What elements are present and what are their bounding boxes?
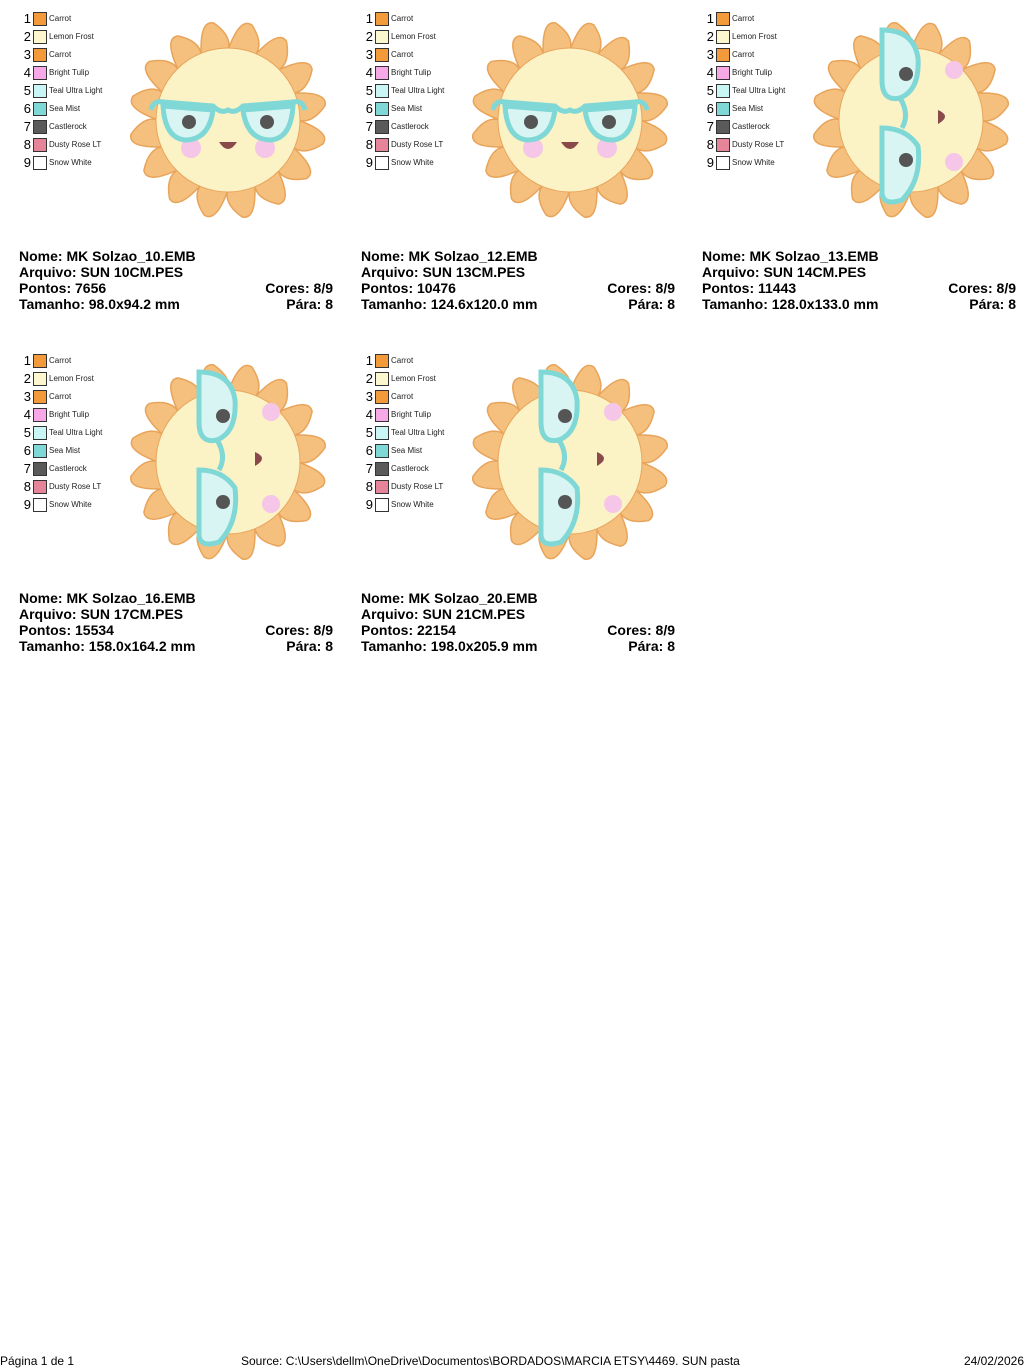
thread-name: Snow White <box>732 158 775 167</box>
design-name-value: MK Solzao_16.EMB <box>66 590 196 606</box>
thread-swatch <box>375 48 389 62</box>
thread-name: Bright Tulip <box>391 410 432 419</box>
design-card <box>361 0 675 312</box>
thread-name: Snow White <box>49 158 92 167</box>
upper-lens <box>541 372 577 441</box>
thread-swatch <box>33 30 47 44</box>
thread-swatch <box>33 462 47 476</box>
design-file-value: SUN 17CM.PES <box>80 606 184 622</box>
thread-swatch <box>33 426 47 440</box>
thread-number: 9 <box>23 497 31 512</box>
info-line <box>702 296 1016 312</box>
thread-name: Teal Ultra Light <box>391 428 445 437</box>
stop-count-label: Pára: <box>286 296 322 312</box>
color-count <box>607 280 675 296</box>
thread-number: 7 <box>706 119 714 134</box>
info-line <box>19 280 333 296</box>
lower-eye <box>216 495 230 509</box>
lower-cheek <box>262 495 280 513</box>
thread-name: Castlerock <box>732 122 770 131</box>
lower-cheek <box>604 495 622 513</box>
thread-number: 8 <box>23 479 31 494</box>
info-line <box>361 638 675 654</box>
thread-name: Carrot <box>49 392 72 401</box>
thread-name: Teal Ultra Light <box>49 86 103 95</box>
design-size <box>702 296 878 312</box>
design-name-value: MK Solzao_20.EMB <box>408 590 538 606</box>
color-count-label: Cores: <box>265 622 310 638</box>
sun-embroidery-preview <box>806 10 1016 230</box>
thread-number: 9 <box>365 497 373 512</box>
thread-number: 8 <box>706 137 714 152</box>
thread-number: 6 <box>23 443 31 458</box>
thread-number: 4 <box>365 407 373 422</box>
thread-number: 2 <box>706 29 714 44</box>
thread-swatch <box>375 444 389 458</box>
thread-name: Lemon Frost <box>49 32 94 41</box>
upper-lens <box>199 372 235 441</box>
stitch-count-label: Pontos: <box>361 280 414 296</box>
design-name <box>19 590 196 606</box>
thread-number: 8 <box>23 137 31 152</box>
thread-name: Carrot <box>391 392 414 401</box>
thread-swatch <box>375 66 389 80</box>
design-info <box>361 590 675 654</box>
thread-number: 7 <box>365 119 373 134</box>
thread-number: 5 <box>706 83 714 98</box>
design-name-value: MK Solzao_10.EMB <box>66 248 196 264</box>
design-info <box>19 590 333 654</box>
thread-name: Bright Tulip <box>391 68 432 77</box>
stitch-count-label: Pontos: <box>361 622 414 638</box>
info-line <box>702 264 1016 280</box>
design-name-value: MK Solzao_13.EMB <box>749 248 879 264</box>
thread-number: 1 <box>706 11 714 26</box>
thread-number: 8 <box>365 479 373 494</box>
thread-swatch <box>33 480 47 494</box>
sun-embroidery-preview <box>123 10 333 230</box>
info-line <box>361 280 675 296</box>
stop-count-value: 8 <box>325 638 333 654</box>
stitch-count <box>361 622 456 638</box>
thread-swatch <box>33 354 47 368</box>
thread-name: Snow White <box>49 500 92 509</box>
design-size <box>19 296 180 312</box>
sun-embroidery-preview <box>465 352 675 572</box>
thread-name: Bright Tulip <box>49 68 90 77</box>
stop-count-label: Pára: <box>628 638 664 654</box>
thread-swatch <box>375 120 389 134</box>
info-line <box>361 296 675 312</box>
thread-name: Dusty Rose LT <box>391 140 444 149</box>
design-file-label: Arquivo: <box>19 606 77 622</box>
thread-number: 5 <box>23 83 31 98</box>
thread-swatch <box>716 66 730 80</box>
design-card <box>19 0 333 312</box>
thread-name: Carrot <box>732 14 755 23</box>
thread-name: Bright Tulip <box>49 410 90 419</box>
color-count-label: Cores: <box>607 622 652 638</box>
design-card <box>702 0 1016 312</box>
thread-number: 7 <box>23 119 31 134</box>
stitch-count-label: Pontos: <box>19 622 72 638</box>
thread-swatch <box>33 498 47 512</box>
design-name-value: MK Solzao_12.EMB <box>408 248 538 264</box>
design-name <box>702 248 879 264</box>
right-eye <box>260 115 274 129</box>
thread-name: Snow White <box>391 500 434 509</box>
thread-number: 3 <box>23 389 31 404</box>
design-name-label: Nome: <box>361 248 405 264</box>
thread-name: Lemon Frost <box>49 374 94 383</box>
stitch-count-value: 15534 <box>75 622 114 638</box>
thread-name: Carrot <box>49 14 72 23</box>
design-size-value: 128.0x133.0 mm <box>771 296 879 312</box>
info-line <box>361 590 675 606</box>
design-name-label: Nome: <box>702 248 746 264</box>
stop-count <box>286 638 333 654</box>
design-size-label: Tamanho: <box>702 296 768 312</box>
info-line <box>19 622 333 638</box>
thread-number: 3 <box>706 47 714 62</box>
sun-embroidery-preview <box>123 352 333 572</box>
thread-number: 3 <box>365 389 373 404</box>
stitch-count-value: 7656 <box>75 280 107 296</box>
right-eye <box>602 115 616 129</box>
lower-cheek <box>945 153 963 171</box>
thread-number: 1 <box>23 11 31 26</box>
thread-swatch <box>375 498 389 512</box>
upper-lens <box>882 30 918 99</box>
design-size-value: 124.6x120.0 mm <box>430 296 538 312</box>
design-file <box>361 264 525 280</box>
design-file-value: SUN 14CM.PES <box>763 264 867 280</box>
design-size-label: Tamanho: <box>361 638 427 654</box>
design-file <box>19 264 183 280</box>
design-size-value: 98.0x94.2 mm <box>88 296 180 312</box>
thread-number: 5 <box>365 425 373 440</box>
stitch-count-value: 10476 <box>417 280 456 296</box>
thread-name: Castlerock <box>391 464 429 473</box>
thread-number: 5 <box>365 83 373 98</box>
design-file-label: Arquivo: <box>19 264 77 280</box>
thread-name: Dusty Rose LT <box>49 482 102 491</box>
thread-name: Carrot <box>391 14 414 23</box>
thread-name: Lemon Frost <box>391 32 436 41</box>
stitch-count-value: 11443 <box>758 280 797 296</box>
stop-count <box>628 296 675 312</box>
thread-swatch <box>375 426 389 440</box>
thread-number: 9 <box>23 155 31 170</box>
thread-number: 4 <box>365 65 373 80</box>
thread-swatch <box>375 102 389 116</box>
color-count <box>265 280 333 296</box>
thread-name: Sea Mist <box>391 104 423 113</box>
stop-count-label: Pára: <box>628 296 664 312</box>
thread-name: Sea Mist <box>49 104 81 113</box>
stitch-count-value: 22154 <box>417 622 456 638</box>
lower-eye <box>558 495 572 509</box>
design-size-value: 158.0x164.2 mm <box>88 638 196 654</box>
design-file-label: Arquivo: <box>361 606 419 622</box>
color-count-label: Cores: <box>265 280 310 296</box>
left-eye <box>182 115 196 129</box>
info-line <box>19 264 333 280</box>
source-path: Source: C:\Users\dellm\OneDrive\Documentos\BORDADOS\MARCIA ETSY\4469. SUN pasta <box>241 1354 740 1368</box>
stop-count <box>969 296 1016 312</box>
thread-number: 3 <box>365 47 373 62</box>
stitch-count <box>361 280 456 296</box>
thread-name: Sea Mist <box>49 446 81 455</box>
design-info <box>19 248 333 312</box>
info-line <box>19 606 333 622</box>
thread-number: 1 <box>365 11 373 26</box>
design-file-label: Arquivo: <box>702 264 760 280</box>
thread-name: Carrot <box>732 50 755 59</box>
color-count <box>607 622 675 638</box>
thread-name: Teal Ultra Light <box>732 86 786 95</box>
thread-swatch <box>375 408 389 422</box>
design-name-label: Nome: <box>19 248 63 264</box>
design-name <box>361 248 538 264</box>
thread-number: 2 <box>23 29 31 44</box>
info-line <box>361 264 675 280</box>
design-file <box>702 264 866 280</box>
color-count <box>265 622 333 638</box>
thread-swatch <box>375 462 389 476</box>
thread-number: 9 <box>365 155 373 170</box>
thread-name: Sea Mist <box>391 446 423 455</box>
thread-name: Carrot <box>391 50 414 59</box>
thread-number: 6 <box>365 443 373 458</box>
design-name <box>19 248 196 264</box>
thread-swatch <box>375 138 389 152</box>
thread-swatch <box>375 84 389 98</box>
thread-number: 2 <box>365 371 373 386</box>
thread-number: 7 <box>23 461 31 476</box>
thread-name: Carrot <box>391 356 414 365</box>
info-line <box>702 280 1016 296</box>
stop-count-value: 8 <box>325 296 333 312</box>
thread-name: Lemon Frost <box>391 374 436 383</box>
color-count-value: 8/9 <box>655 622 675 638</box>
design-size-label: Tamanho: <box>19 638 85 654</box>
info-line <box>702 248 1016 264</box>
upper-cheek <box>604 403 622 421</box>
stop-count-label: Pára: <box>969 296 1005 312</box>
thread-swatch <box>33 84 47 98</box>
thread-name: Dusty Rose LT <box>49 140 102 149</box>
thread-swatch <box>33 120 47 134</box>
thread-swatch <box>716 12 730 26</box>
stop-count-value: 8 <box>1008 296 1016 312</box>
stitch-count-label: Pontos: <box>702 280 755 296</box>
thread-name: Dusty Rose LT <box>391 482 444 491</box>
thread-number: 1 <box>23 353 31 368</box>
thread-name: Sea Mist <box>732 104 764 113</box>
print-date: 24/02/2026 <box>963 1354 1024 1368</box>
thread-swatch <box>375 372 389 386</box>
thread-swatch <box>716 156 730 170</box>
thread-swatch <box>716 48 730 62</box>
design-size <box>361 296 537 312</box>
color-count-label: Cores: <box>948 280 993 296</box>
thread-name: Castlerock <box>391 122 429 131</box>
thread-number: 7 <box>365 461 373 476</box>
color-count-label: Cores: <box>607 280 652 296</box>
thread-swatch <box>33 66 47 80</box>
thread-swatch <box>375 30 389 44</box>
thread-swatch <box>375 156 389 170</box>
thread-swatch <box>716 102 730 116</box>
thread-swatch <box>716 84 730 98</box>
design-file <box>19 606 183 622</box>
thread-number: 8 <box>365 137 373 152</box>
design-size <box>361 638 537 654</box>
design-name-label: Nome: <box>361 590 405 606</box>
thread-swatch <box>33 390 47 404</box>
thread-name: Dusty Rose LT <box>732 140 785 149</box>
stop-count <box>286 296 333 312</box>
thread-swatch <box>375 12 389 26</box>
design-info <box>702 248 1016 312</box>
thread-number: 6 <box>365 101 373 116</box>
thread-number: 9 <box>706 155 714 170</box>
info-line <box>361 248 675 264</box>
thread-swatch <box>375 354 389 368</box>
design-size <box>19 638 195 654</box>
thread-number: 3 <box>23 47 31 62</box>
thread-name: Teal Ultra Light <box>49 428 103 437</box>
design-file-value: SUN 10CM.PES <box>80 264 184 280</box>
color-count-value: 8/9 <box>313 622 333 638</box>
thread-name: Bright Tulip <box>732 68 773 77</box>
design-file-label: Arquivo: <box>361 264 419 280</box>
thread-number: 4 <box>23 407 31 422</box>
thread-swatch <box>33 156 47 170</box>
thread-swatch <box>716 30 730 44</box>
stitch-count <box>19 622 114 638</box>
design-card <box>361 342 675 654</box>
thread-name: Teal Ultra Light <box>391 86 445 95</box>
info-line <box>19 590 333 606</box>
thread-swatch <box>33 12 47 26</box>
thread-number: 2 <box>365 29 373 44</box>
thread-swatch <box>375 390 389 404</box>
thread-swatch <box>375 480 389 494</box>
stitch-count <box>19 280 106 296</box>
info-line <box>19 638 333 654</box>
color-count-value: 8/9 <box>313 280 333 296</box>
color-count-value: 8/9 <box>655 280 675 296</box>
thread-swatch <box>33 444 47 458</box>
upper-eye <box>558 409 572 423</box>
thread-swatch <box>33 102 47 116</box>
thread-number: 4 <box>706 65 714 80</box>
design-file-value: SUN 21CM.PES <box>422 606 526 622</box>
left-eye <box>524 115 538 129</box>
thread-number: 6 <box>23 101 31 116</box>
design-size-label: Tamanho: <box>19 296 85 312</box>
info-line <box>19 296 333 312</box>
thread-number: 6 <box>706 101 714 116</box>
thread-name: Lemon Frost <box>732 32 777 41</box>
color-count <box>948 280 1016 296</box>
thread-swatch <box>33 48 47 62</box>
info-line <box>361 606 675 622</box>
upper-eye <box>216 409 230 423</box>
upper-cheek <box>945 61 963 79</box>
thread-number: 2 <box>23 371 31 386</box>
thread-name: Carrot <box>49 356 72 365</box>
design-name-label: Nome: <box>19 590 63 606</box>
page-number: Página 1 de 1 <box>0 1354 75 1368</box>
upper-eye <box>899 67 913 81</box>
stitch-count-label: Pontos: <box>19 280 72 296</box>
thread-swatch <box>33 408 47 422</box>
stop-count-label: Pára: <box>286 638 322 654</box>
stitch-count <box>702 280 796 296</box>
lower-eye <box>899 153 913 167</box>
thread-number: 1 <box>365 353 373 368</box>
color-count-value: 8/9 <box>996 280 1016 296</box>
design-card <box>19 342 333 654</box>
stop-count <box>628 638 675 654</box>
design-file-value: SUN 13CM.PES <box>422 264 526 280</box>
info-line <box>361 622 675 638</box>
thread-name: Castlerock <box>49 464 87 473</box>
design-size-value: 198.0x205.9 mm <box>430 638 538 654</box>
thread-swatch <box>33 138 47 152</box>
thread-swatch <box>716 138 730 152</box>
thread-number: 4 <box>23 65 31 80</box>
design-name <box>361 590 538 606</box>
thread-name: Castlerock <box>49 122 87 131</box>
design-info <box>361 248 675 312</box>
upper-cheek <box>262 403 280 421</box>
sun-embroidery-preview <box>465 10 675 230</box>
design-file <box>361 606 525 622</box>
thread-swatch <box>716 120 730 134</box>
thread-name: Snow White <box>391 158 434 167</box>
thread-swatch <box>33 372 47 386</box>
design-size-label: Tamanho: <box>361 296 427 312</box>
info-line <box>19 248 333 264</box>
thread-name: Carrot <box>49 50 72 59</box>
thread-number: 5 <box>23 425 31 440</box>
stop-count-value: 8 <box>667 296 675 312</box>
stop-count-value: 8 <box>667 638 675 654</box>
